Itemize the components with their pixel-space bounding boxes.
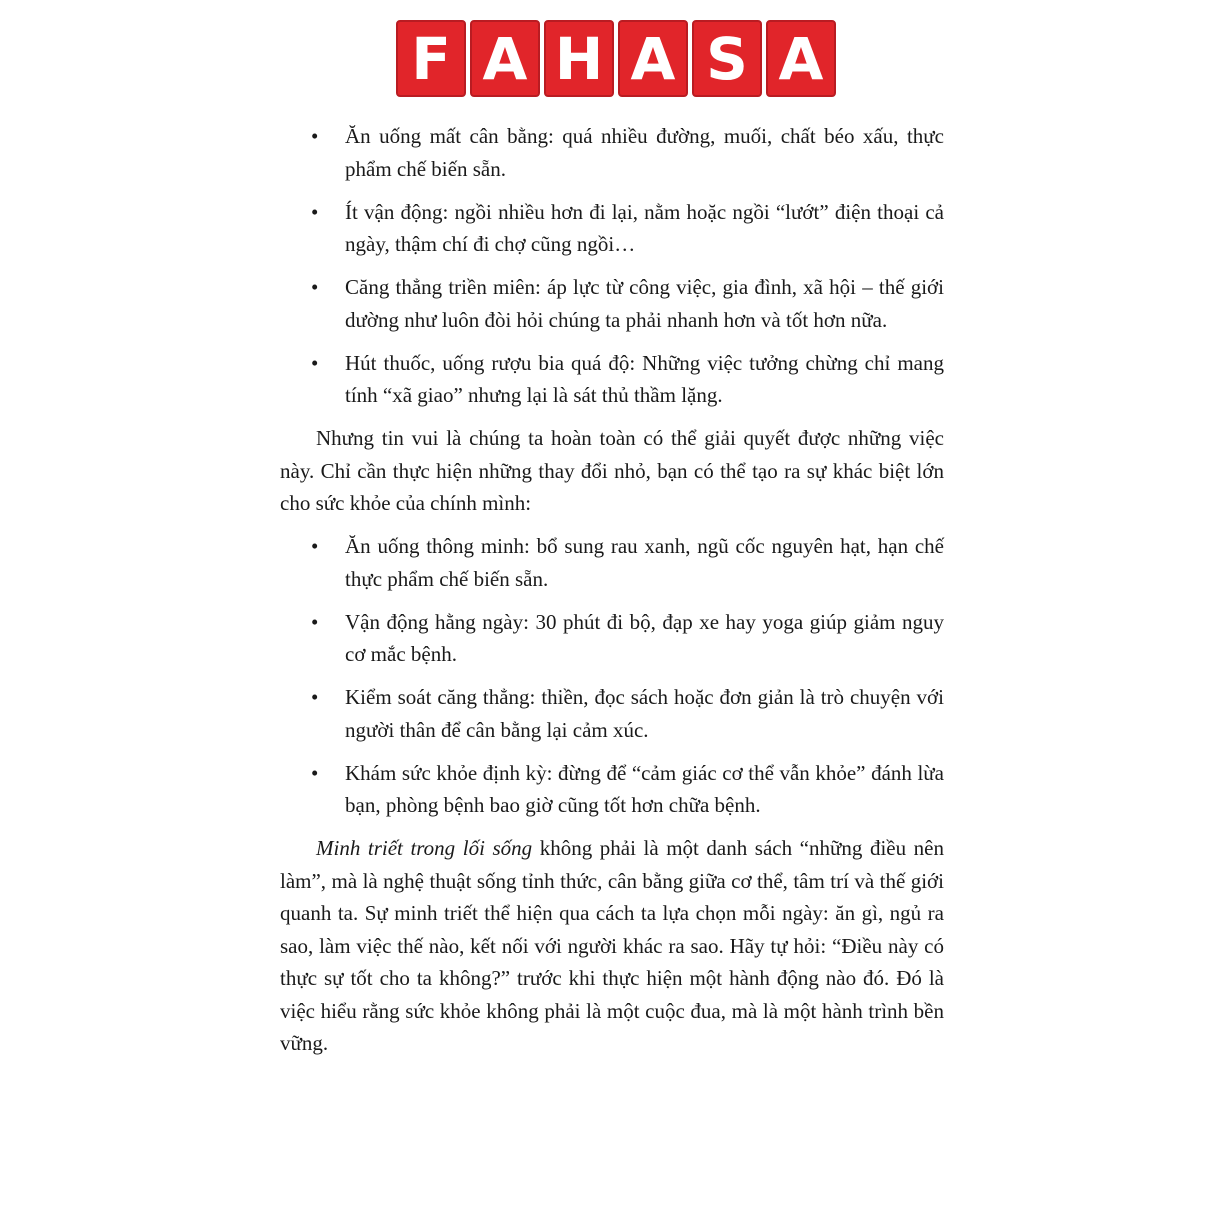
list-item: • Ăn uống thông minh: bổ sung rau xanh, ngũ cốc nguyên hạt, hạn chế thực phẩm chế biến sẵn. xyxy=(280,530,944,595)
logo-letter: A xyxy=(630,24,676,93)
list-item: • Ít vận động: ngồi nhiều hơn đi lại, nằm hoặc ngồi “lướt” điện thoại cả ngày, thậm chí đi chợ cũng ngồi… xyxy=(280,196,944,261)
logo-letter: S xyxy=(706,24,748,93)
problem-list xyxy=(280,120,944,412)
page-body xyxy=(280,120,944,1070)
list-item: • Hút thuốc, uống rượu bia quá độ: Những việc tưởng chừng chỉ mang tính “xã giao” nhưng lại là sát thủ thầm lặng. xyxy=(280,347,944,412)
italic-lead: Minh triết trong lối sống xyxy=(316,836,533,860)
list-item: • Vận động hằng ngày: 30 phút đi bộ, đạp xe hay yoga giúp giảm nguy cơ mắc bệnh. xyxy=(280,606,944,671)
logo-tile xyxy=(692,20,762,97)
logo-tile xyxy=(618,20,688,97)
paragraph-rest: không phải là một danh sách “những điều nên làm”, mà là nghệ thuật sống tỉnh thức, cân bằng giữa cơ thể, tâm trí và thế giới quanh ta. Sự minh triết thể hiện qua cách ta lựa chọn mỗi ngày: ăn gì, ngủ ra sao, làm việc thế nào, kết nối với người khác ra sao. Hãy tự hỏi: “Điều này có thực sự tốt cho ta không?” trước khi thực hiện một hành động nào đó. Đó là việc hiểu rằng sức khỏe không phải là một cuộc đua, mà là một hành trình bền vững. xyxy=(280,836,944,1055)
logo-tile xyxy=(470,20,540,97)
list-item: • Căng thẳng triền miên: áp lực từ công việc, gia đình, xã hội – thế giới dường như luôn đòi hỏi chúng ta phải nhanh hơn và tốt hơn nữa. xyxy=(280,271,944,336)
logo-tile xyxy=(544,20,614,97)
list-item: • Kiểm soát căng thẳng: thiền, đọc sách hoặc đơn giản là trò chuyện với người thân để cân bằng lại cảm xúc. xyxy=(280,681,944,746)
logo-letter: F xyxy=(411,24,451,93)
list-item: • Ăn uống mất cân bằng: quá nhiều đường, muối, chất béo xấu, thực phẩm chế biến sẵn. xyxy=(280,120,944,185)
logo-tile xyxy=(396,20,466,97)
logo-letter: A xyxy=(778,24,824,93)
fahasa-logo xyxy=(396,20,836,97)
logo-letter: A xyxy=(482,24,528,93)
logo-tile xyxy=(766,20,836,97)
paragraph-good-news: Nhưng tin vui là chúng ta hoàn toàn có thể giải quyết được những việc này. Chỉ cần thực hiện những thay đổi nhỏ, bạn có thể tạo ra sự khác biệt lớn cho sức khỏe của chính mình: xyxy=(280,426,944,515)
logo-letter: H xyxy=(554,24,604,93)
list-item: • Khám sức khỏe định kỳ: đừng để “cảm giác cơ thể vẫn khỏe” đánh lừa bạn, phòng bệnh bao giờ cũng tốt hơn chữa bệnh. xyxy=(280,757,944,822)
paragraph-wisdom xyxy=(280,832,944,1060)
solution-list xyxy=(280,530,944,822)
